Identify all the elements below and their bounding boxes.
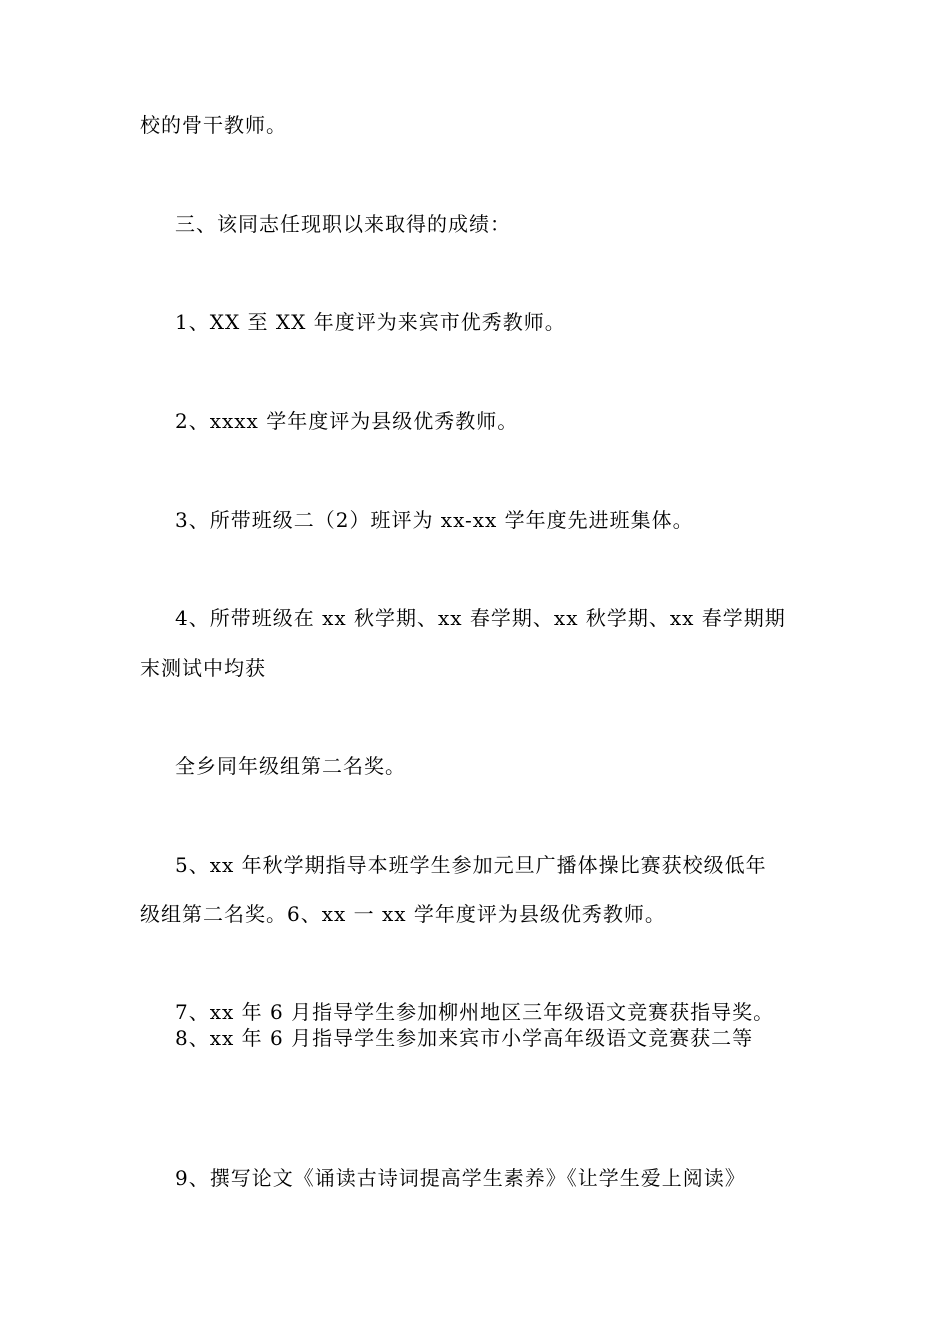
text-line: 2、xxxx 学年度评为县级优秀教师。 <box>175 409 519 433</box>
text-line: 1、XX 至 XX 年度评为来宾市优秀教师。 <box>175 310 566 334</box>
section-heading: 三、该同志任现职以来取得的成绩： <box>175 212 511 236</box>
text-line: 3、所带班级二（2）班评为 xx-xx 学年度先进班集体。 <box>175 508 694 532</box>
text-line: 级组第二名奖。6、xx 一 xx 学年度评为县级优秀教师。 <box>140 902 666 926</box>
text-line: 末测试中均获 <box>140 656 266 680</box>
text-line: 8、xx 年 6 月指导学生参加来宾市小学高年级语文竞赛获二等 <box>175 1026 754 1050</box>
text-line: 5、xx 年秋学期指导本班学生参加元旦广播体操比赛获校级低年 <box>175 853 767 877</box>
text-line: 校的骨干教师。 <box>140 113 287 137</box>
text-line: 7、xx 年 6 月指导学生参加柳州地区三年级语文竞赛获指导奖。 <box>175 1000 775 1024</box>
text-line: 全乡同年级组第二名奖。 <box>175 754 406 778</box>
text-line: 4、所带班级在 xx 秋学期、xx 春学期、xx 秋学期、xx 春学期期 <box>175 606 786 630</box>
text-line: 9、撰写论文《诵读古诗词提高学生素养》《让学生爱上阅读》 <box>175 1166 746 1190</box>
